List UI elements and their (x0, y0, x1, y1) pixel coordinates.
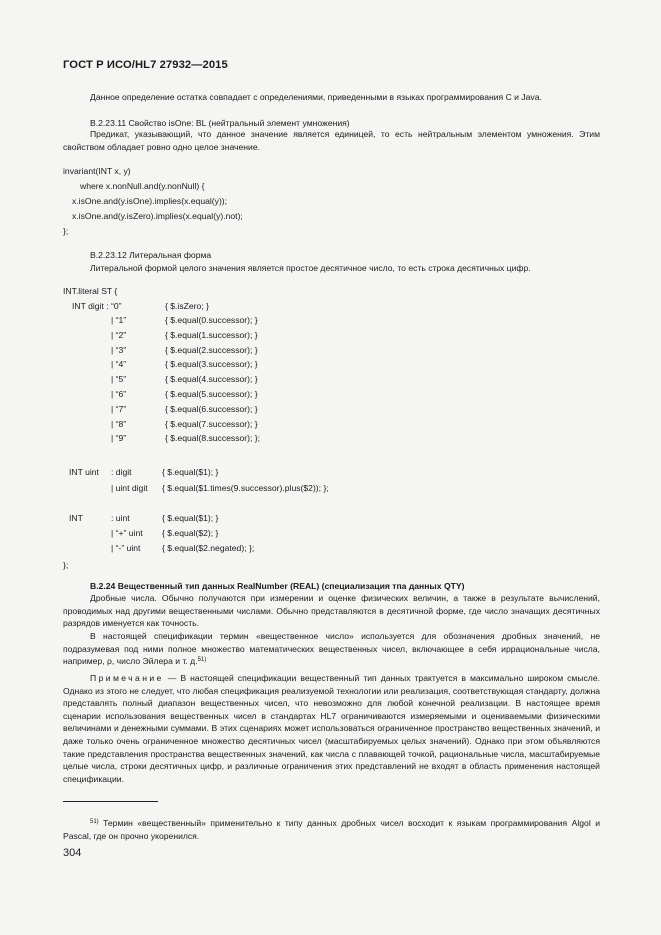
note-real: Примечание — В настоящей спецификации вещественный тип данных трактуется в максимально широком смысле. Однако из этого не следует, что любая спецификация реализуемой технологии или реализация, соответствующая стандарту, должна представлять полный диапазон вещественных чисел, что невозможно для любой конечной реализации. В настоящее время сценарии использования вещественных чисел в стандартах HL7 ограничиваются измеряемыми и оцениваемыми физическими величинами и денежными суммами. В этих сценариях может использоваться ограниченное пространство вещественных значений, и даже только очень ограниченное множество десятичных чисел (масштабируемых целых значений). Однако при этом объявляются такие представления пространства вещественных значений, как числа с плавающей точкой, рациональные числа, масштабируемые целые числа, строки десятичных цифр, и различные ограничения этих представлений не входят в область применения настоящей спецификации. (63, 673, 600, 784)
grammar-action: { $.equal($2.negated); }; (162, 543, 255, 553)
grammar-open: INT.literal ST { (63, 286, 118, 296)
grammar-action: { $.equal(1.successor); } (165, 329, 258, 340)
grammar-alt: : digit (111, 467, 132, 477)
footnote: $^{51)}$ Термин «вещественный» применительно к типу данных дробных чисел восходит к языкам программирования Algol и Pascal, где он прочно укоренился. (63, 818, 600, 841)
grammar-action: { $.equal($1.times(9.successor).plus($2)); }; (162, 483, 329, 493)
grammar-alt: | “1” (111, 315, 127, 325)
paragraph-real-1: Дробные числа. Обычно получаются при измерении и оценке физических величин, а также в результате вычислений, проводимых над другими вещественными числами. Обычно представляются в десятичной форме, где число значащих десятичных разрядов именуется как точность. (63, 593, 600, 629)
grammar-alt: | “9” (111, 433, 127, 444)
grammar-action: { $.equal(4.successor); } (165, 374, 258, 385)
grammar-alt: | “7” (111, 403, 127, 414)
heading-literal-form: B.2.23.12 Литеральная форма (90, 250, 212, 260)
code-line: }; (63, 226, 69, 236)
grammar-int-label: INT (69, 513, 83, 523)
heading-isone: B.2.23.11 Свойство isOne: BL (нейтральный элемент умножения) (90, 118, 350, 128)
grammar-action: { $.equal($1); } (162, 467, 219, 477)
paragraph-real-2: В настоящей спецификации термин «вещественное число» используется для обозначения дробных значений, не подразумевая под ними полное множество математических вещественных чисел, включающее в себя иррациональные числа, например, ρ, число Эйлера и т. д.$^{51)}$ (63, 631, 600, 667)
grammar-action: { $.equal(5.successor); } (165, 389, 258, 399)
grammar-alt: | “-” uint (111, 543, 141, 553)
code-line: x.isOne.and(y.isOne).implies(x.equal(y)); (72, 196, 228, 206)
grammar-action: { $.equal($2); } (162, 528, 219, 538)
paragraph-remainder: Данное определение остатка совпадает с определениями, приведенными в языках программирования C и Java. (90, 92, 542, 102)
grammar-alt: | “6” (111, 389, 127, 399)
grammar-alt: : uint (111, 513, 130, 523)
heading-real: B.2.24 Вещественный тип данных RealNumber (REAL) (специализация тпа данных QTY) (90, 581, 465, 591)
note-label: Примечание (90, 673, 164, 683)
grammar-action: { $.equal(0.successor); } (165, 315, 258, 325)
grammar-action: { $.equal($1); } (162, 513, 219, 523)
grammar-action: { $.equal(3.successor); } (165, 359, 258, 370)
page-number: 304 (63, 847, 82, 859)
paragraph-isone: Предикат, указывающий, что данное значение является единицей, то есть нейтральным элементом умножения. Этим свойством обладает ровно одно целое значение. (63, 129, 600, 152)
code-line: where x.nonNull.and(y.nonNull) { (80, 181, 205, 191)
grammar-alt: | uint digit (111, 483, 148, 493)
grammar-alt: | “8” (111, 418, 127, 429)
grammar-digit-label: INT digit : “0” (72, 301, 122, 311)
grammar-alt: | “+” uint (111, 528, 143, 538)
grammar-action: { $.equal(2.successor); } (165, 344, 258, 355)
footnote-divider (63, 801, 158, 802)
document-header: ГОСТ Р ИСО/HL7 27932—2015 (63, 59, 228, 71)
grammar-action: { $.equal(6.successor); } (165, 403, 258, 414)
grammar-action: { $.equal(8.successor); }; (165, 433, 261, 444)
footnote-ref: 51) (197, 657, 207, 664)
grammar-alt: | “5” (111, 374, 127, 385)
grammar-alt: | “4” (111, 359, 127, 370)
grammar-close: }; (63, 560, 69, 570)
code-line: invariant(INT x, y) (63, 166, 131, 176)
paragraph-literal-form: Литеральной формой целого значения является простое десятичное число, то есть строка десятичных цифр. (90, 263, 531, 273)
grammar-uint-label: INT uint (69, 467, 99, 477)
grammar-action: { $.equal(7.successor); } (165, 418, 258, 429)
grammar-alt: | “3” (111, 344, 127, 355)
footnote-marker: 51) (90, 819, 99, 825)
code-line: x.isOne.and(y.isZero).implies(x.equal(y).not); (72, 211, 243, 221)
grammar-action: { $.isZero; } (165, 301, 209, 311)
grammar-alt: | “2” (111, 329, 127, 340)
